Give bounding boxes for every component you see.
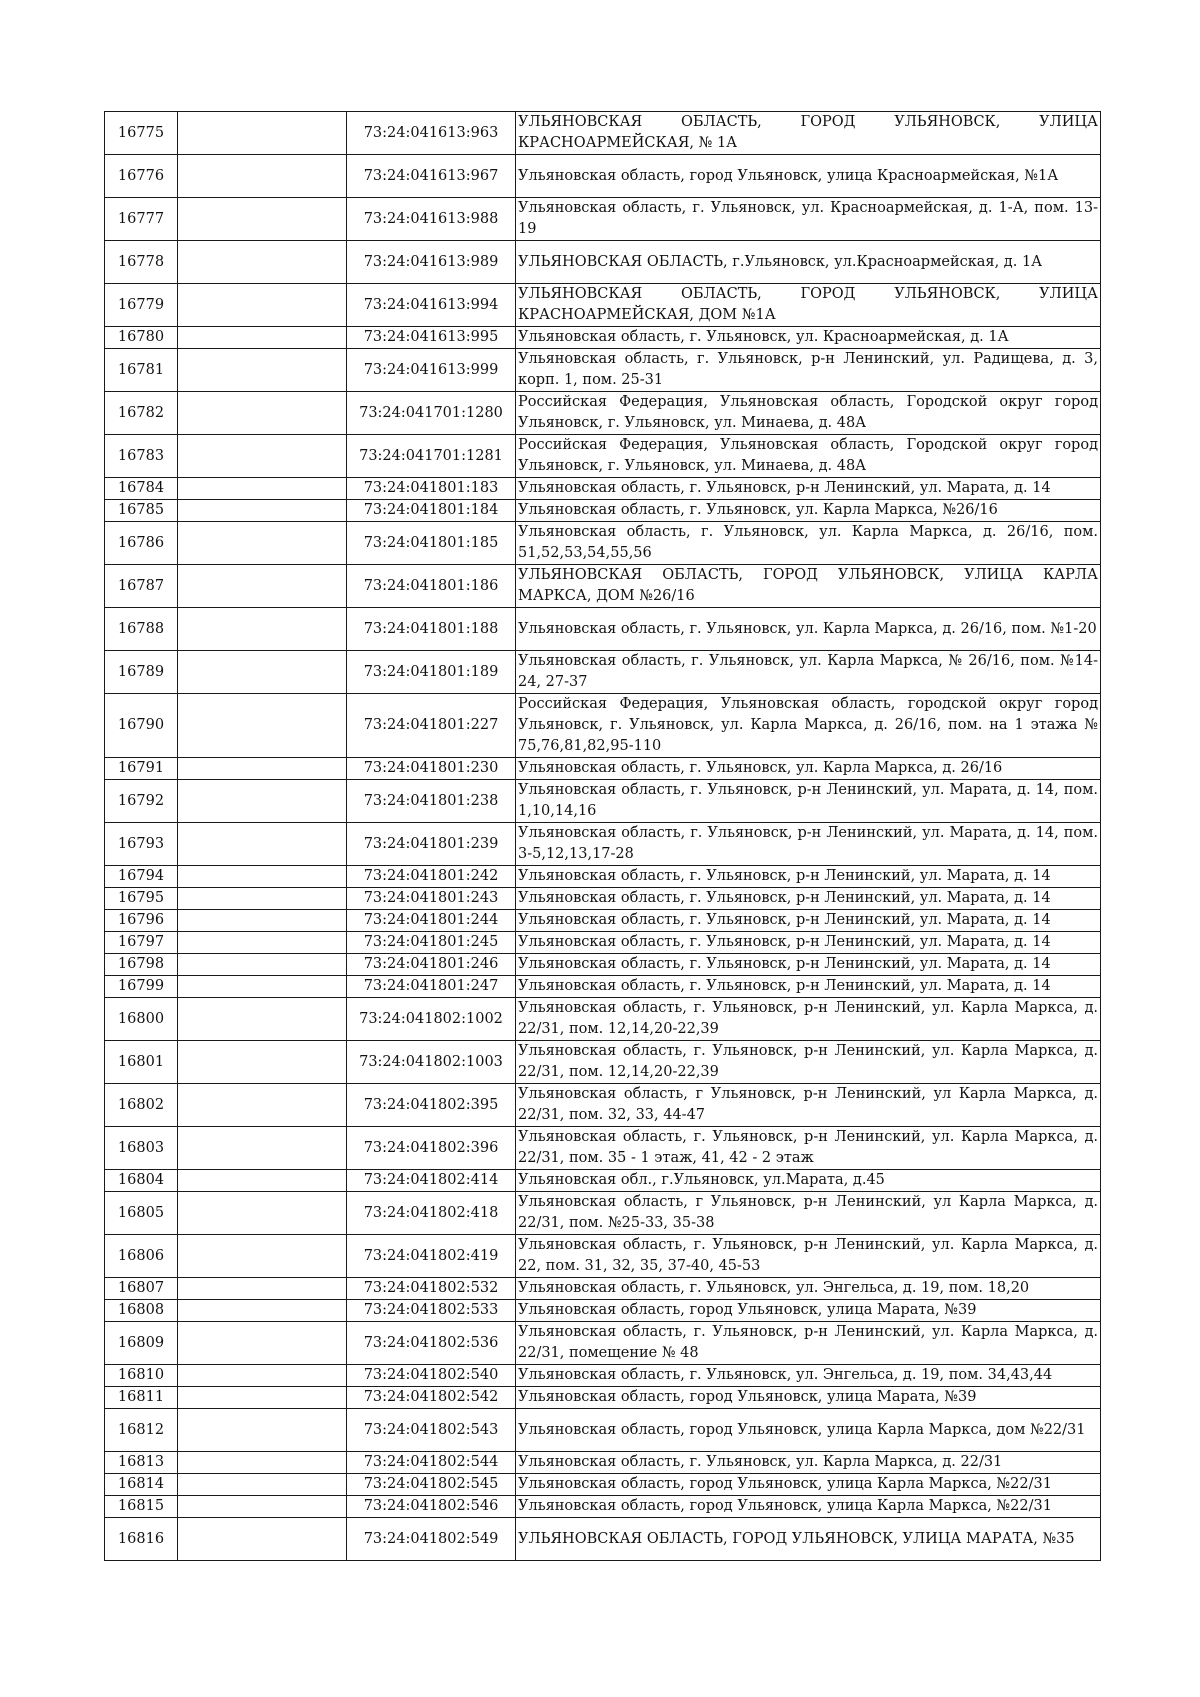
table-row	[105, 435, 1101, 478]
cadastral-number-cell: 73:24:041802:395	[347, 1084, 516, 1127]
table-row	[105, 112, 1101, 155]
table-row	[105, 155, 1101, 198]
table-row	[105, 954, 1101, 976]
empty-cell	[178, 1235, 347, 1278]
empty-cell	[178, 392, 347, 435]
row-number-cell: 16807	[105, 1278, 178, 1300]
table-row	[105, 478, 1101, 500]
address-cell: Ульяновская область, г. Ульяновск, ул. Карла Маркса, № 26/16, пом. №14-24, 27-37	[516, 651, 1101, 694]
address-cell: Ульяновская область, г. Ульяновск, р-н Ленинский, ул. Марата, д. 14	[516, 866, 1101, 888]
cadastral-number-cell: 73:24:041802:1003	[347, 1041, 516, 1084]
table-row	[105, 1235, 1101, 1278]
empty-cell	[178, 976, 347, 998]
row-number-cell: 16816	[105, 1518, 178, 1561]
row-number-cell: 16784	[105, 478, 178, 500]
address-cell: Ульяновская область, г. Ульяновск, ул. Карла Маркса, д. 26/16, пом. №1-20	[516, 608, 1101, 651]
cadastral-number-cell: 73:24:041802:545	[347, 1474, 516, 1496]
cadastral-number-cell: 73:24:041801:239	[347, 823, 516, 866]
row-number-cell: 16800	[105, 998, 178, 1041]
row-number-cell: 16791	[105, 758, 178, 780]
table-row	[105, 694, 1101, 758]
row-number-cell: 16811	[105, 1387, 178, 1409]
empty-cell	[178, 866, 347, 888]
empty-cell	[178, 327, 347, 349]
empty-cell	[178, 1192, 347, 1235]
address-cell: УЛЬЯНОВСКАЯ ОБЛАСТЬ, ГОРОД УЛЬЯНОВСК, УЛИЦА МАРАТА, №35	[516, 1518, 1101, 1561]
cadastral-number-cell: 73:24:041801:246	[347, 954, 516, 976]
row-number-cell: 16815	[105, 1496, 178, 1518]
row-number-cell: 16782	[105, 392, 178, 435]
address-cell: Ульяновская область, город Ульяновск, улица Марата, №39	[516, 1300, 1101, 1322]
cadastral-number-cell: 73:24:041801:188	[347, 608, 516, 651]
cadastral-number-cell: 73:24:041801:242	[347, 866, 516, 888]
cadastral-number-cell: 73:24:041802:1002	[347, 998, 516, 1041]
row-number-cell: 16775	[105, 112, 178, 155]
empty-cell	[178, 954, 347, 976]
table-row	[105, 1387, 1101, 1409]
table-row	[105, 910, 1101, 932]
table-row	[105, 1365, 1101, 1387]
address-cell: Ульяновская область, г. Ульяновск, ул. Карла Маркса, д. 26/16, пом. 51,52,53,54,55,56	[516, 522, 1101, 565]
cadastral-number-cell: 73:24:041701:1281	[347, 435, 516, 478]
cadastral-number-cell: 73:24:041802:419	[347, 1235, 516, 1278]
row-number-cell: 16806	[105, 1235, 178, 1278]
row-number-cell: 16799	[105, 976, 178, 998]
row-number-cell: 16814	[105, 1474, 178, 1496]
cadastral-number-cell: 73:24:041802:549	[347, 1518, 516, 1561]
empty-cell	[178, 1041, 347, 1084]
row-number-cell: 16786	[105, 522, 178, 565]
table-row	[105, 1496, 1101, 1518]
table-row	[105, 1300, 1101, 1322]
empty-cell	[178, 1409, 347, 1452]
empty-cell	[178, 198, 347, 241]
table-row	[105, 500, 1101, 522]
table-row	[105, 976, 1101, 998]
table-row	[105, 1474, 1101, 1496]
table-row	[105, 327, 1101, 349]
empty-cell	[178, 349, 347, 392]
address-cell: Ульяновская область, город Ульяновск, улица Красноармейская, №1А	[516, 155, 1101, 198]
empty-cell	[178, 1170, 347, 1192]
address-cell: Ульяновская область, г. Ульяновск, ул. Карла Маркса, д. 22/31	[516, 1452, 1101, 1474]
row-number-cell: 16785	[105, 500, 178, 522]
address-cell: Ульяновская область, г. Ульяновск, ул. Красноармейская, д. 1А	[516, 327, 1101, 349]
table-row	[105, 522, 1101, 565]
row-number-cell: 16778	[105, 241, 178, 284]
row-number-cell: 16788	[105, 608, 178, 651]
table-row	[105, 758, 1101, 780]
address-cell: Ульяновская область, г. Ульяновск, р-н Ленинский, ул. Карла Маркса, д. 22/31, пом. 12,14,20-22,39	[516, 1041, 1101, 1084]
empty-cell	[178, 694, 347, 758]
row-number-cell: 16781	[105, 349, 178, 392]
address-cell: Ульяновская область, г. Ульяновск, ул. Карла Маркса, №26/16	[516, 500, 1101, 522]
cadastral-number-cell: 73:24:041802:533	[347, 1300, 516, 1322]
row-number-cell: 16780	[105, 327, 178, 349]
registry-table-body	[105, 112, 1101, 1561]
empty-cell	[178, 1127, 347, 1170]
cadastral-number-cell: 73:24:041801:245	[347, 932, 516, 954]
cadastral-number-cell: 73:24:041802:540	[347, 1365, 516, 1387]
table-row	[105, 284, 1101, 327]
empty-cell	[178, 565, 347, 608]
row-number-cell: 16795	[105, 888, 178, 910]
address-cell: Ульяновская область, г. Ульяновск, р-н Ленинский, ул. Карла Маркса, д. 22/31, пом. 12,14,20-22,39	[516, 998, 1101, 1041]
address-cell: Ульяновская область, г. Ульяновск, р-н Ленинский, ул. Карла Маркса, д. 22/31, пом. 35 - 1 этаж, 41, 42 - 2 этаж	[516, 1127, 1101, 1170]
empty-cell	[178, 478, 347, 500]
cadastral-number-cell: 73:24:041801:244	[347, 910, 516, 932]
cadastral-number-cell: 73:24:041701:1280	[347, 392, 516, 435]
row-number-cell: 16805	[105, 1192, 178, 1235]
row-number-cell: 16804	[105, 1170, 178, 1192]
address-cell: Ульяновская обл., г.Ульяновск, ул.Марата, д.45	[516, 1170, 1101, 1192]
address-cell: Ульяновская область, г. Ульяновск, р-н Ленинский, ул. Марата, д. 14, пом. 1,10,14,16	[516, 780, 1101, 823]
table-row	[105, 1084, 1101, 1127]
address-cell: Ульяновская область, город Ульяновск, улица Карла Маркса, №22/31	[516, 1496, 1101, 1518]
address-cell: Ульяновская область, г. Ульяновск, р-н Ленинский, ул. Радищева, д. 3, корп. 1, пом. 25-31	[516, 349, 1101, 392]
address-cell: Ульяновская область, г. Ульяновск, ул. Карла Маркса, д. 26/16	[516, 758, 1101, 780]
address-cell: Ульяновская область, г. Ульяновск, р-н Ленинский, ул. Карла Маркса, д. 22, пом. 31, 32, 35, 37-40, 45-53	[516, 1235, 1101, 1278]
empty-cell	[178, 1278, 347, 1300]
address-cell: Ульяновская область, г. Ульяновск, ул. Энгельса, д. 19, пом. 34,43,44	[516, 1365, 1101, 1387]
row-number-cell: 16798	[105, 954, 178, 976]
row-number-cell: 16787	[105, 565, 178, 608]
table-row	[105, 1170, 1101, 1192]
empty-cell	[178, 823, 347, 866]
cadastral-number-cell: 73:24:041802:532	[347, 1278, 516, 1300]
address-cell: Российская Федерация, Ульяновская область, Городской округ город Ульяновск, г. Ульяновск, ул. Минаева, д. 48А	[516, 392, 1101, 435]
address-cell: Ульяновская область, г. Ульяновск, р-н Ленинский, ул. Марата, д. 14	[516, 954, 1101, 976]
cadastral-number-cell: 73:24:041801:183	[347, 478, 516, 500]
empty-cell	[178, 651, 347, 694]
empty-cell	[178, 1496, 347, 1518]
address-cell: Ульяновская область, г. Ульяновск, р-н Ленинский, ул. Марата, д. 14	[516, 910, 1101, 932]
row-number-cell: 16803	[105, 1127, 178, 1170]
row-number-cell: 16783	[105, 435, 178, 478]
address-cell: Ульяновская область, город Ульяновск, улица Карла Маркса, дом №22/31	[516, 1409, 1101, 1452]
cadastral-number-cell: 73:24:041801:184	[347, 500, 516, 522]
address-cell: Ульяновская область, г. Ульяновск, р-н Ленинский, ул. Марата, д. 14, пом. 3-5,12,13,17-28	[516, 823, 1101, 866]
address-cell: УЛЬЯНОВСКАЯ ОБЛАСТЬ, г.Ульяновск, ул.Красноармейская, д. 1А	[516, 241, 1101, 284]
empty-cell	[178, 1452, 347, 1474]
empty-cell	[178, 1387, 347, 1409]
cadastral-number-cell: 73:24:041802:542	[347, 1387, 516, 1409]
address-cell: Ульяновская область, г. Ульяновск, р-н Ленинский, ул. Марата, д. 14	[516, 976, 1101, 998]
empty-cell	[178, 888, 347, 910]
empty-cell	[178, 998, 347, 1041]
cadastral-number-cell: 73:24:041802:418	[347, 1192, 516, 1235]
cadastral-number-cell: 73:24:041801:186	[347, 565, 516, 608]
table-row	[105, 866, 1101, 888]
empty-cell	[178, 758, 347, 780]
table-row	[105, 1278, 1101, 1300]
table-row	[105, 1192, 1101, 1235]
row-number-cell: 16779	[105, 284, 178, 327]
empty-cell	[178, 1474, 347, 1496]
address-cell: Российская Федерация, Ульяновская область, Городской округ город Ульяновск, г. Ульяновск, ул. Минаева, д. 48А	[516, 435, 1101, 478]
row-number-cell: 16777	[105, 198, 178, 241]
address-cell: Ульяновская область, г. Ульяновск, р-н Ленинский, ул. Марата, д. 14	[516, 932, 1101, 954]
empty-cell	[178, 910, 347, 932]
cadastral-number-cell: 73:24:041801:189	[347, 651, 516, 694]
empty-cell	[178, 780, 347, 823]
row-number-cell: 16802	[105, 1084, 178, 1127]
empty-cell	[178, 112, 347, 155]
row-number-cell: 16790	[105, 694, 178, 758]
cadastral-number-cell: 73:24:041613:989	[347, 241, 516, 284]
empty-cell	[178, 500, 347, 522]
cadastral-number-cell: 73:24:041802:546	[347, 1496, 516, 1518]
table-row	[105, 608, 1101, 651]
row-number-cell: 16808	[105, 1300, 178, 1322]
cadastral-number-cell: 73:24:041801:227	[347, 694, 516, 758]
row-number-cell: 16809	[105, 1322, 178, 1365]
table-row	[105, 932, 1101, 954]
address-cell: УЛЬЯНОВСКАЯ ОБЛАСТЬ, ГОРОД УЛЬЯНОВСК, УЛИЦА КАРЛА МАРКСА, ДОМ №26/16	[516, 565, 1101, 608]
table-row	[105, 651, 1101, 694]
empty-cell	[178, 155, 347, 198]
cadastral-number-cell: 73:24:041802:414	[347, 1170, 516, 1192]
row-number-cell: 16789	[105, 651, 178, 694]
cadastral-number-cell: 73:24:041802:544	[347, 1452, 516, 1474]
cadastral-number-cell: 73:24:041802:396	[347, 1127, 516, 1170]
empty-cell	[178, 608, 347, 651]
empty-cell	[178, 1300, 347, 1322]
registry-table	[104, 111, 1101, 1561]
row-number-cell: 16792	[105, 780, 178, 823]
empty-cell	[178, 284, 347, 327]
cadastral-number-cell: 73:24:041613:988	[347, 198, 516, 241]
table-row	[105, 888, 1101, 910]
row-number-cell: 16810	[105, 1365, 178, 1387]
row-number-cell: 16793	[105, 823, 178, 866]
cadastral-number-cell: 73:24:041801:185	[347, 522, 516, 565]
address-cell: Ульяновская область, г Ульяновск, р-н Ленинский, ул Карла Маркса, д. 22/31, пом. №25-33, 35-38	[516, 1192, 1101, 1235]
address-cell: Ульяновская область, г Ульяновск, р-н Ленинский, ул Карла Маркса, д. 22/31, пом. 32, 33, 44-47	[516, 1084, 1101, 1127]
address-cell: Ульяновская область, г. Ульяновск, ул. Красноармейская, д. 1-А, пом. 13-19	[516, 198, 1101, 241]
table-row	[105, 823, 1101, 866]
cadastral-number-cell: 73:24:041613:967	[347, 155, 516, 198]
row-number-cell: 16801	[105, 1041, 178, 1084]
cadastral-number-cell: 73:24:041613:963	[347, 112, 516, 155]
table-row	[105, 1322, 1101, 1365]
row-number-cell: 16812	[105, 1409, 178, 1452]
row-number-cell: 16776	[105, 155, 178, 198]
address-cell: Российская Федерация, Ульяновская область, городской округ город Ульяновск, г. Ульяновск, ул. Карла Маркса, д. 26/16, пом. на 1 этажа № 75,76,81,82,95-110	[516, 694, 1101, 758]
cadastral-number-cell: 73:24:041802:543	[347, 1409, 516, 1452]
empty-cell	[178, 1518, 347, 1561]
row-number-cell: 16796	[105, 910, 178, 932]
table-row	[105, 1127, 1101, 1170]
address-cell: Ульяновская область, г. Ульяновск, р-н Ленинский, ул. Марата, д. 14	[516, 888, 1101, 910]
cadastral-number-cell: 73:24:041801:247	[347, 976, 516, 998]
table-row	[105, 198, 1101, 241]
empty-cell	[178, 1365, 347, 1387]
cadastral-number-cell: 73:24:041613:999	[347, 349, 516, 392]
row-number-cell: 16797	[105, 932, 178, 954]
cadastral-number-cell: 73:24:041801:230	[347, 758, 516, 780]
table-row	[105, 1041, 1101, 1084]
empty-cell	[178, 932, 347, 954]
empty-cell	[178, 1322, 347, 1365]
empty-cell	[178, 241, 347, 284]
row-number-cell: 16813	[105, 1452, 178, 1474]
table-row	[105, 998, 1101, 1041]
table-row	[105, 1409, 1101, 1452]
row-number-cell: 16794	[105, 866, 178, 888]
empty-cell	[178, 435, 347, 478]
address-cell: Ульяновская область, город Ульяновск, улица Карла Маркса, №22/31	[516, 1474, 1101, 1496]
cadastral-number-cell: 73:24:041801:243	[347, 888, 516, 910]
table-row	[105, 241, 1101, 284]
address-cell: Ульяновская область, город Ульяновск, улица Марата, №39	[516, 1387, 1101, 1409]
address-cell: УЛЬЯНОВСКАЯ ОБЛАСТЬ, ГОРОД УЛЬЯНОВСК, УЛИЦА КРАСНОАРМЕЙСКАЯ, № 1А	[516, 112, 1101, 155]
empty-cell	[178, 1084, 347, 1127]
table-row	[105, 1452, 1101, 1474]
table-row	[105, 392, 1101, 435]
cadastral-number-cell: 73:24:041802:536	[347, 1322, 516, 1365]
cadastral-number-cell: 73:24:041613:994	[347, 284, 516, 327]
address-cell: Ульяновская область, г. Ульяновск, р-н Ленинский, ул. Карла Маркса, д. 22/31, помещение № 48	[516, 1322, 1101, 1365]
address-cell: УЛЬЯНОВСКАЯ ОБЛАСТЬ, ГОРОД УЛЬЯНОВСК, УЛИЦА КРАСНОАРМЕЙСКАЯ, ДОМ №1А	[516, 284, 1101, 327]
cadastral-number-cell: 73:24:041613:995	[347, 327, 516, 349]
cadastral-number-cell: 73:24:041801:238	[347, 780, 516, 823]
address-cell: Ульяновская область, г. Ульяновск, ул. Энгельса, д. 19, пом. 18,20	[516, 1278, 1101, 1300]
table-row	[105, 565, 1101, 608]
address-cell: Ульяновская область, г. Ульяновск, р-н Ленинский, ул. Марата, д. 14	[516, 478, 1101, 500]
table-row	[105, 1518, 1101, 1561]
empty-cell	[178, 522, 347, 565]
table-row	[105, 780, 1101, 823]
table-row	[105, 349, 1101, 392]
